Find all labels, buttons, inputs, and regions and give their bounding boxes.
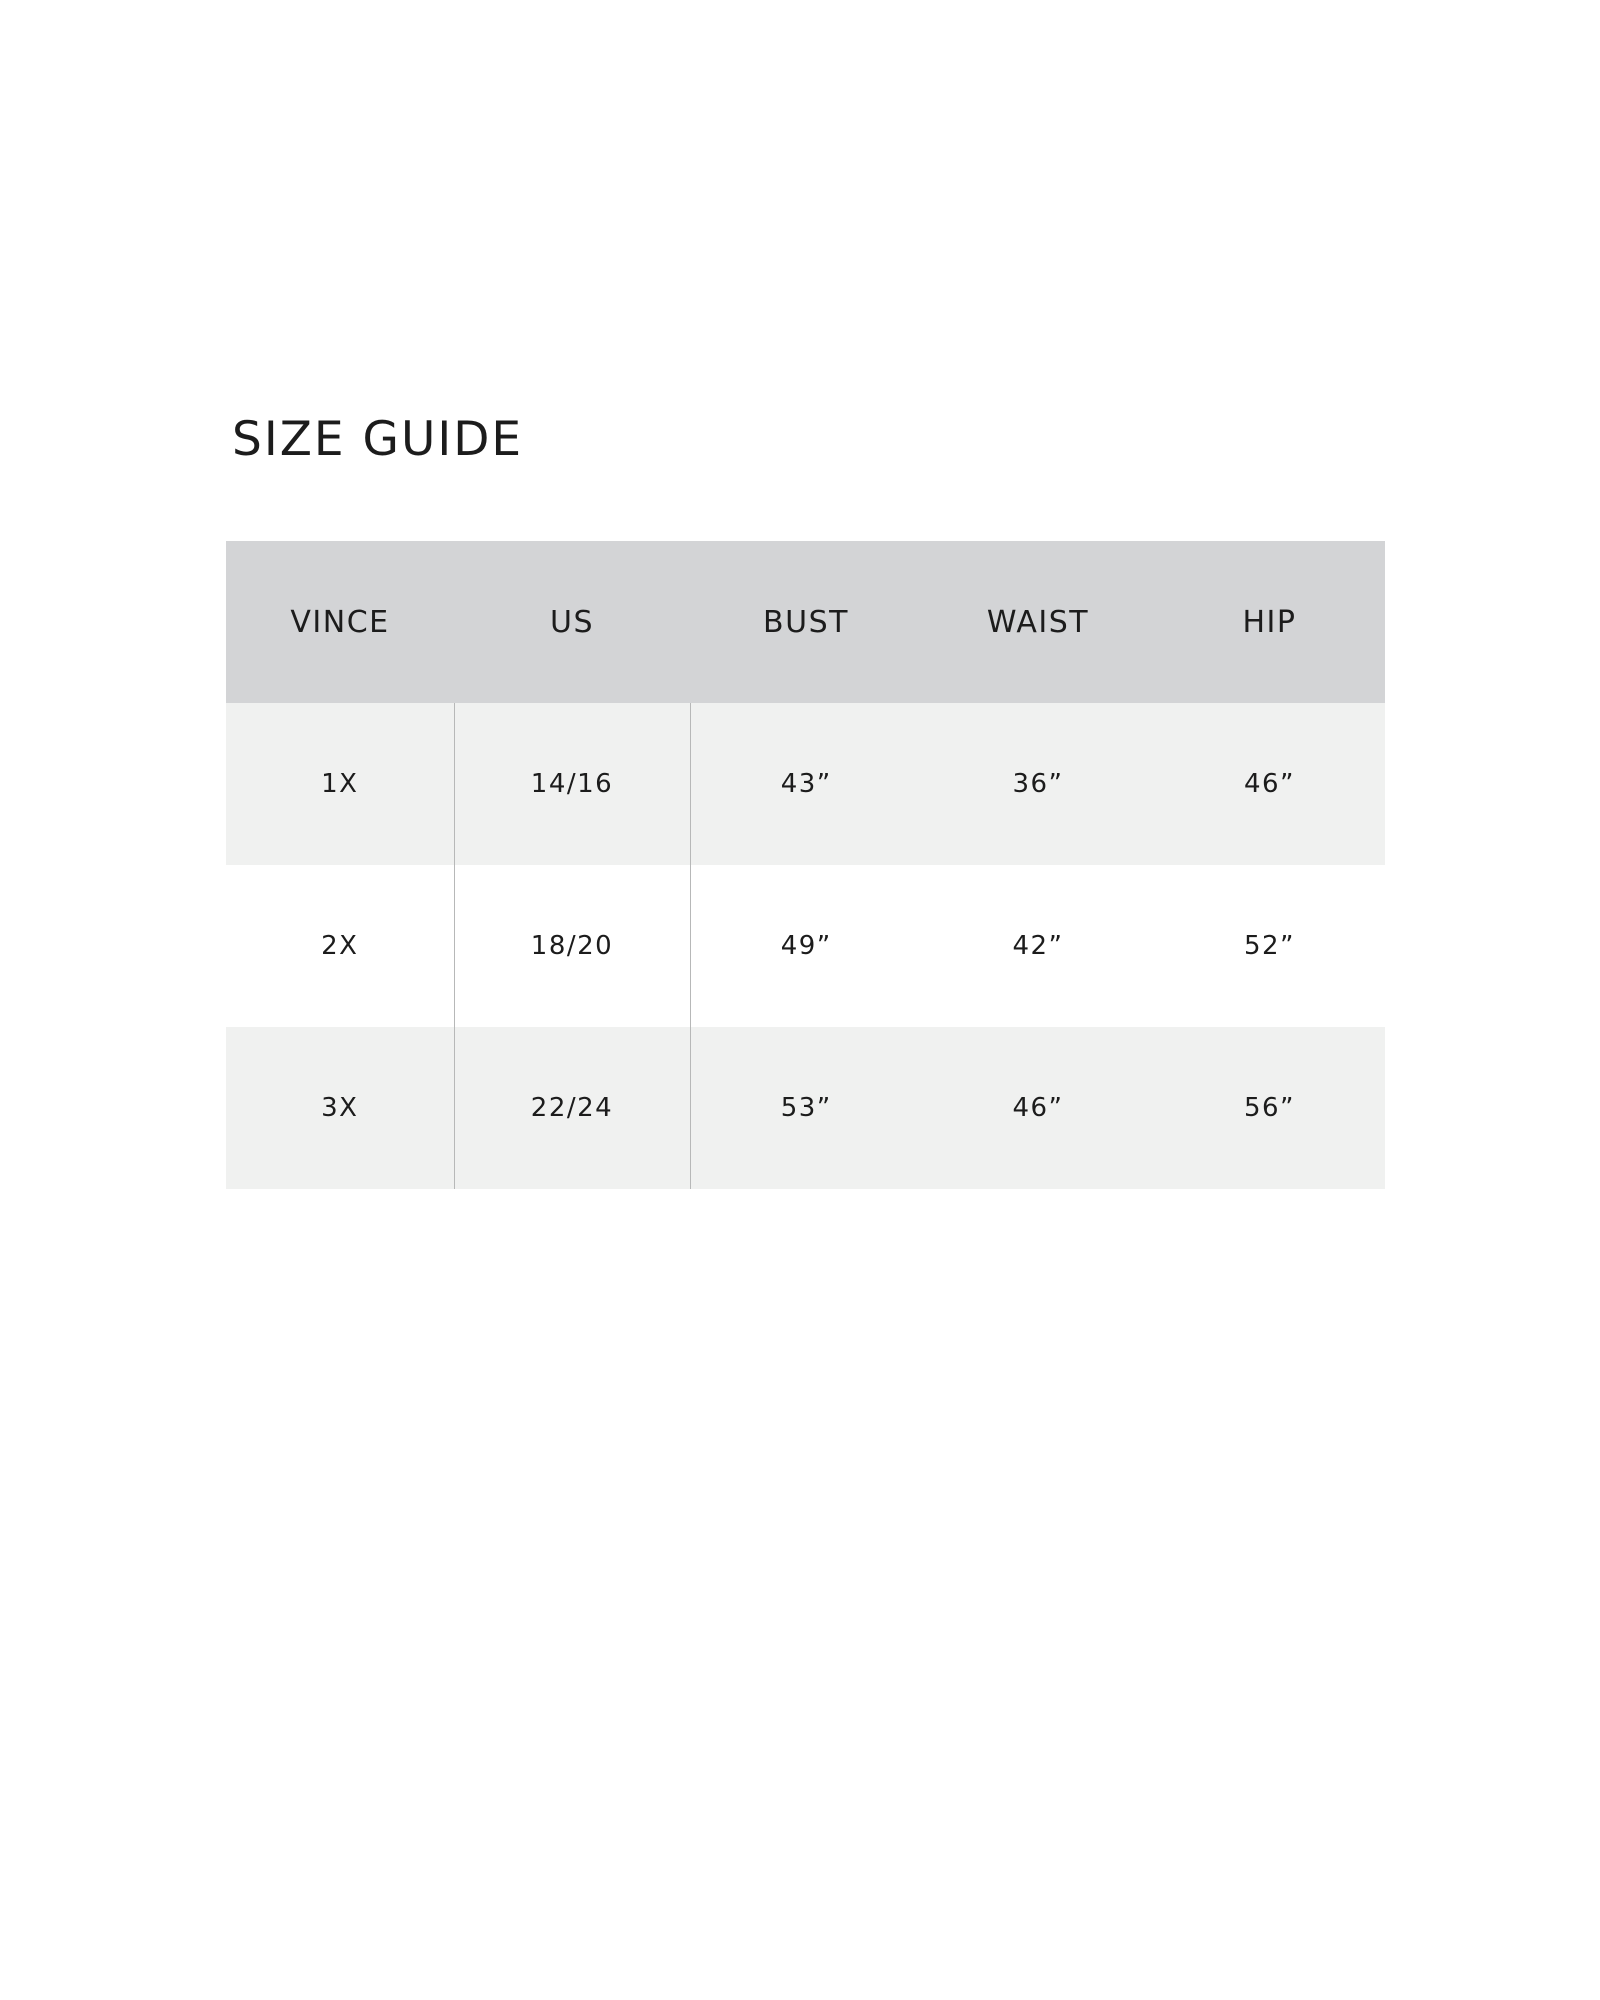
size-guide-table	[226, 541, 1386, 1189]
cell-bust: 53”	[690, 1027, 922, 1189]
header-us: US	[454, 541, 690, 703]
cell-vince-size: 3X	[226, 1027, 454, 1189]
cell-us-size: 14/16	[454, 703, 690, 865]
cell-hip: 46”	[1154, 703, 1385, 865]
header-hip: HIP	[1154, 541, 1385, 703]
cell-bust: 49”	[690, 865, 922, 1027]
cell-vince-size: 1X	[226, 703, 454, 865]
cell-waist: 46”	[922, 1027, 1154, 1189]
table-row	[226, 1027, 1385, 1189]
header-waist: WAIST	[922, 541, 1154, 703]
header-vince: VINCE	[226, 541, 454, 703]
page-title: SIZE GUIDE	[232, 412, 524, 467]
cell-hip: 52”	[1154, 865, 1385, 1027]
table-row	[226, 703, 1385, 865]
cell-bust: 43”	[690, 703, 922, 865]
table-row	[226, 865, 1385, 1027]
cell-waist: 36”	[922, 703, 1154, 865]
cell-us-size: 18/20	[454, 865, 690, 1027]
cell-vince-size: 2X	[226, 865, 454, 1027]
cell-waist: 42”	[922, 865, 1154, 1027]
table-body	[226, 703, 1385, 1189]
cell-hip: 56”	[1154, 1027, 1385, 1189]
header-row	[226, 541, 1385, 703]
table-header	[226, 541, 1385, 703]
cell-us-size: 22/24	[454, 1027, 690, 1189]
header-bust: BUST	[690, 541, 922, 703]
